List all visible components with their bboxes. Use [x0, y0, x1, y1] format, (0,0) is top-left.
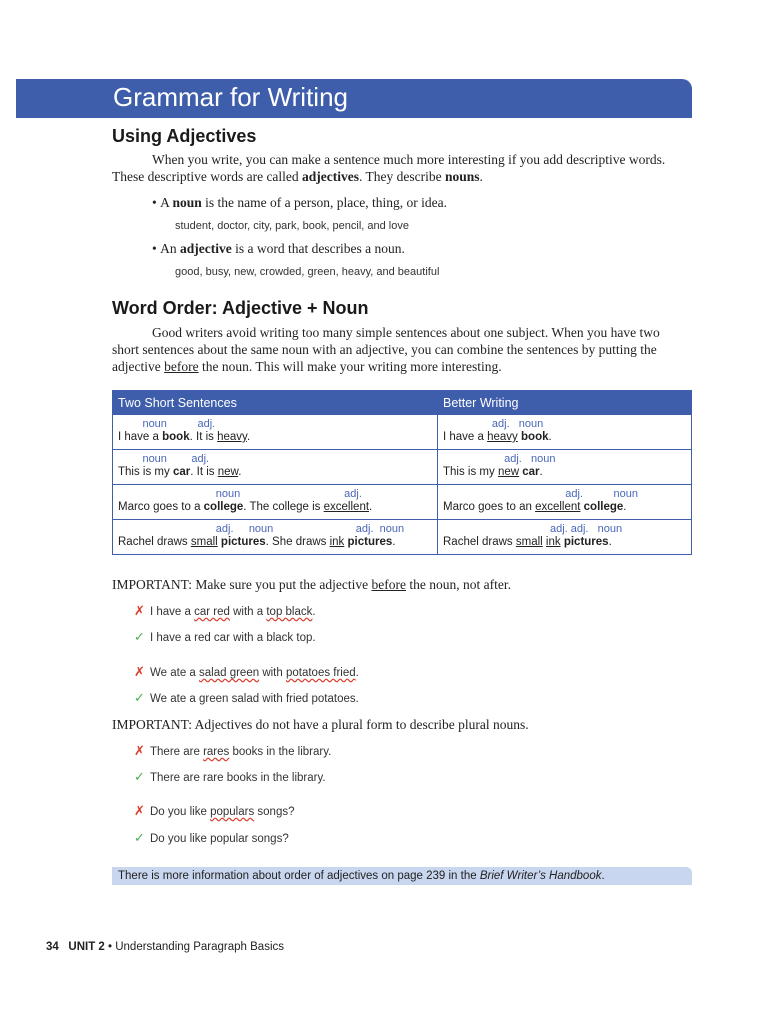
bullet-text: is the name of a person, place, thing, or idea.: [201, 195, 447, 210]
word-order-paragraph: [112, 324, 692, 375]
column-header-better: Better Writing: [438, 391, 692, 415]
example-wrong-4: ✗ Do you like populars songs?: [134, 803, 295, 818]
bullet-dot: •: [152, 195, 157, 210]
cell-sentence: Rachel draws small ink pictures.: [443, 536, 612, 548]
pos-labels: adj. noun: [443, 488, 639, 500]
table-cell-short: [113, 485, 438, 520]
pos-labels: adj. noun adj. noun: [118, 523, 405, 535]
table-row: [113, 450, 692, 485]
page-number: 34: [46, 941, 59, 953]
wrong-mark-icon: ✗: [134, 743, 145, 758]
table-cell-better: [438, 450, 692, 485]
pos-labels: noun adj.: [118, 453, 210, 465]
intro-line-2: [112, 168, 692, 185]
table-row: [113, 485, 692, 520]
table-row: [113, 520, 692, 555]
cell-sentence: Marco goes to an excellent college.: [443, 501, 627, 513]
example-wrong-2: ✗ We ate a salad green with potatoes fried.: [134, 664, 359, 679]
table-header-row: [113, 391, 692, 415]
table-cell-better: [438, 485, 692, 520]
table-cell-better: [438, 415, 692, 450]
cell-sentence: Rachel draws small pictures. She draws ink pictures.: [118, 536, 396, 548]
bullet-dot: •: [152, 241, 157, 256]
word-order-line-2: short sentences about the same noun with an adjective, you can combine the sentences by putting the: [112, 342, 657, 357]
word-order-text: the noun. This will make your writing more interesting.: [198, 359, 502, 374]
noun-examples: student, doctor, city, park, book, pencil, and love: [175, 220, 409, 232]
unit-label: UNIT 2: [68, 941, 105, 953]
word-order-text: adjective: [112, 359, 165, 374]
page-footer: 34 UNIT 2 • Understanding Paragraph Basics: [46, 941, 285, 953]
intro-text: . They describe: [359, 169, 446, 184]
example-right-2: ✓ We ate a green salad with fried potatoes.: [134, 690, 359, 705]
table-row: [113, 415, 692, 450]
example-wrong-1: ✗ I have a car red with a top black.: [134, 603, 316, 618]
underlined-before: before: [371, 577, 406, 592]
section-heading-using-adjectives: Using Adjectives: [112, 126, 257, 146]
pos-labels: adj. noun: [443, 418, 544, 430]
bullet-text: A: [160, 195, 173, 210]
example-right-4: ✓ Do you like popular songs?: [134, 830, 289, 845]
table-cell-short: [113, 450, 438, 485]
bold-term-adjectives: adjectives: [302, 169, 360, 184]
underlined-before: before: [164, 359, 199, 374]
unit-title: Understanding Paragraph Basics: [115, 941, 285, 953]
wrong-mark-icon: ✗: [134, 664, 145, 679]
intro-text: These descriptive words are called: [112, 169, 303, 184]
word-order-line-1: Good writers avoid writing too many simple sentences about one subject. When you have two: [152, 325, 660, 340]
bullet-noun: [152, 195, 447, 211]
column-header-two-short: Two Short Sentences: [113, 391, 438, 415]
check-mark-icon: ✓: [134, 629, 145, 644]
handbook-title: Brief Writer’s Handbook: [479, 870, 602, 882]
example-right-1: ✓ I have a red car with a black top.: [134, 629, 316, 644]
bullet-term: noun: [172, 195, 202, 210]
intro-text: .: [479, 169, 483, 184]
info-bar: There is more information about order of adjectives on page 239 in the Brief Writer’s Handbook.: [112, 867, 692, 885]
comparison-table: [112, 390, 692, 555]
bold-term-nouns: nouns: [445, 169, 480, 184]
table-cell-better: [438, 520, 692, 555]
cell-sentence: This is my car. It is new.: [118, 466, 242, 478]
cell-sentence: This is my new car.: [443, 466, 543, 478]
check-mark-icon: ✓: [134, 690, 145, 705]
table-cell-short: [113, 415, 438, 450]
cell-sentence: I have a heavy book.: [443, 431, 552, 443]
bullet-text: is a word that describes a noun.: [231, 241, 405, 256]
pos-labels: noun adj.: [118, 488, 362, 500]
intro-line-1: When you write, you can make a sentence much more interesting if you add descriptive words.: [152, 152, 666, 167]
important-note-2: IMPORTANT: Adjectives do not have a plural form to describe plural nouns.: [112, 717, 529, 732]
pos-labels: adj. adj. noun: [443, 523, 623, 535]
important-note-1: IMPORTANT: Make sure you put the adjective before the noun, not after.: [112, 577, 511, 592]
check-mark-icon: ✓: [134, 769, 145, 784]
pos-labels: noun adj.: [118, 418, 216, 430]
page-title: Grammar for Writing: [113, 82, 348, 112]
cell-sentence: Marco goes to a college. The college is excellent.: [118, 501, 373, 513]
wrong-mark-icon: ✗: [134, 603, 145, 618]
cell-sentence: I have a book. It is heavy.: [118, 431, 251, 443]
adjective-examples: good, busy, new, crowded, green, heavy, and beautiful: [175, 266, 440, 278]
bullet-adjective: [152, 241, 405, 257]
example-right-3: ✓ There are rare books in the library.: [134, 769, 326, 784]
example-wrong-3: ✗ There are rares books in the library.: [134, 743, 332, 758]
wrong-mark-icon: ✗: [134, 803, 145, 818]
pos-labels: adj. noun: [443, 453, 556, 465]
bullet-term: adjective: [179, 241, 232, 256]
table-cell-short: [113, 520, 438, 555]
bullet-text: An: [160, 241, 180, 256]
section-heading-word-order: Word Order: Adjective + Noun: [112, 298, 369, 318]
check-mark-icon: ✓: [134, 830, 145, 845]
intro-paragraph: [112, 151, 692, 185]
word-order-line-3: [112, 358, 692, 375]
